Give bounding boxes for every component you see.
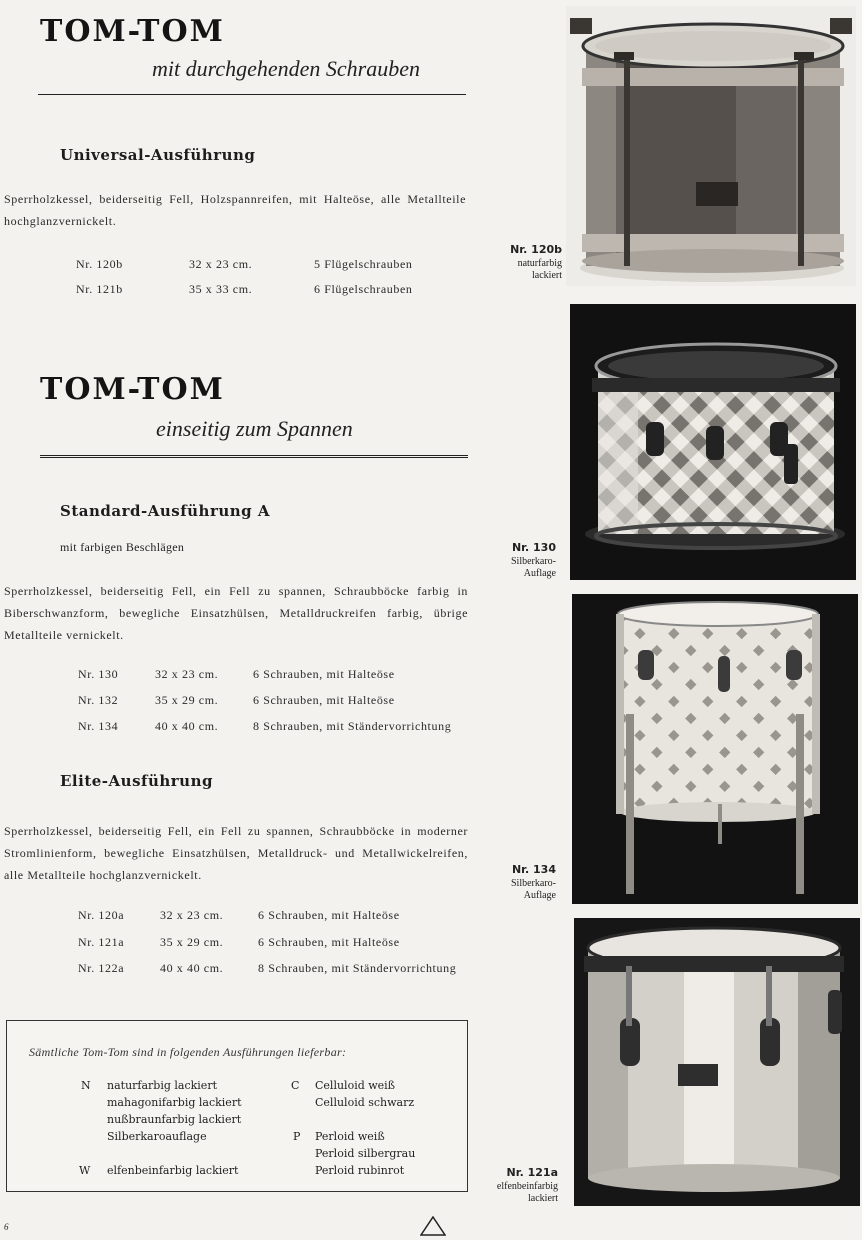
row-nr: Nr. 121b xyxy=(76,282,123,296)
row-nr: Nr. 120a xyxy=(78,908,125,922)
row-size: 35 x 29 cm. xyxy=(160,935,224,949)
finish-code: P xyxy=(293,1130,301,1143)
caption-line: Auflage xyxy=(523,890,556,901)
finishes-intro: Sämtliche Tom-Tom sind in folgenden Ausführungen lieferbar: xyxy=(29,1045,347,1059)
row-nr: Nr. 120b xyxy=(76,257,123,271)
row-size: 40 x 40 cm. xyxy=(155,719,219,733)
finish-item: Silberkaroauflage xyxy=(107,1130,207,1143)
row-nr: Nr. 122a xyxy=(78,961,125,975)
row-spec: 6 Schrauben, mit Halteöse xyxy=(253,693,395,707)
caption-134 xyxy=(488,864,556,902)
finish-item: Celluloid schwarz xyxy=(315,1096,415,1109)
finish-item: naturfarbig lackiert xyxy=(107,1079,217,1092)
page-number: 6 xyxy=(4,1222,9,1232)
finish-code: N xyxy=(81,1079,91,1092)
caption-line: Silberkaro- xyxy=(511,556,556,567)
row-spec: 6 Flügelschrauben xyxy=(314,282,413,296)
section2-subtitle: einseitig zum Spannen xyxy=(156,416,353,441)
caption-120b xyxy=(488,244,562,282)
row-size: 40 x 40 cm. xyxy=(160,961,224,975)
section2-title: TOM-TOM xyxy=(40,372,225,407)
finish-item: Perloid silbergrau xyxy=(315,1147,416,1160)
finishes-box xyxy=(6,1020,468,1192)
row-nr: Nr. 134 xyxy=(78,719,119,733)
row-spec: 6 Schrauben, mit Halteöse xyxy=(258,908,400,922)
caption-nr: Nr. 130 xyxy=(511,541,556,554)
section1-title: TOM-TOM xyxy=(40,14,225,49)
row-size: 32 x 23 cm. xyxy=(155,667,219,681)
row-spec: 8 Schrauben, mit Ständervorrichtung xyxy=(258,961,457,975)
drum-photo-120b xyxy=(566,6,856,286)
finish-item: Perloid weiß xyxy=(315,1130,385,1143)
row-size: 35 x 33 cm. xyxy=(189,282,253,296)
elite-heading: Elite-Ausführung xyxy=(60,772,213,790)
section2-rule xyxy=(40,455,468,459)
section1-subtitle: mit durchgehenden Schrauben xyxy=(152,56,421,81)
finish-item: Celluloid weiß xyxy=(315,1079,396,1092)
caption-nr: Nr. 134 xyxy=(511,863,556,876)
section1-rule xyxy=(38,94,466,95)
finish-code: C xyxy=(291,1079,300,1092)
row-spec: 8 Schrauben, mit Ständervorrichtung xyxy=(253,719,452,733)
section1-heading: Universal-Ausführung xyxy=(60,146,256,164)
row-nr: Nr. 130 xyxy=(78,667,119,681)
finish-list xyxy=(107,1077,242,1145)
caption-nr: Nr. 120b xyxy=(510,243,562,256)
finish-code: W xyxy=(79,1164,91,1177)
row-spec: 6 Schrauben, mit Halteöse xyxy=(258,935,400,949)
row-size: 32 x 23 cm. xyxy=(189,257,253,271)
caption-line: lackiert xyxy=(532,270,562,281)
logo-triangle-icon xyxy=(420,1216,446,1236)
finish-list xyxy=(315,1128,415,1179)
caption-nr: Nr. 121a xyxy=(506,1166,558,1179)
caption-line: Silberkaro- xyxy=(511,878,556,889)
caption-130 xyxy=(488,542,556,580)
row-size: 32 x 23 cm. xyxy=(160,908,224,922)
elite-description: Sperrholzkessel, beiderseitig Fell, ein Fell zu spannen, Schraubböcke in moderner Stromlinienform, bewegliche Einsatzhülsen, Metalldruck- und Metallwickelreifen, alle Metallteile hochglanzvernickelt. xyxy=(4,824,468,882)
caption-line: naturfarbig xyxy=(517,258,562,269)
section1-description: Sperrholzkessel, beiderseitig Fell, Holzspannreifen, mit Halteöse, alle Metallteile hochglanzvernickelt. xyxy=(4,192,466,228)
finish-item: nußbraunfarbig lackiert xyxy=(107,1113,242,1126)
finish-list xyxy=(315,1077,414,1111)
drum-photo-130 xyxy=(570,304,856,580)
standard-heading: Standard-Ausführung A xyxy=(60,502,271,520)
drum-photo-134 xyxy=(572,594,858,904)
row-size: 35 x 29 cm. xyxy=(155,693,219,707)
standard-description: Sperrholzkessel, beiderseitig Fell, ein Fell zu spannen, Schraubböcke farbig in Biberschwanzform, bewegliche Einsatzhülsen, Metalldruckreifen farbig, übrige Metallteile vernickelt. xyxy=(4,584,468,642)
caption-121a xyxy=(476,1167,558,1205)
standard-note: mit farbigen Beschlägen xyxy=(60,540,185,554)
caption-line: elfenbeinfarbig xyxy=(496,1181,558,1192)
caption-line: lackiert xyxy=(528,1193,558,1204)
row-spec: 5 Flügelschrauben xyxy=(314,257,413,271)
finish-item: elfenbeinfarbig lackiert xyxy=(107,1164,239,1177)
row-nr: Nr. 121a xyxy=(78,935,125,949)
finish-item: Perloid rubinrot xyxy=(315,1164,405,1177)
finish-item: mahagonifarbig lackiert xyxy=(107,1096,242,1109)
caption-line: Auflage xyxy=(523,568,556,579)
row-nr: Nr. 132 xyxy=(78,693,119,707)
drum-photo-121a xyxy=(574,918,860,1206)
row-spec: 6 Schrauben, mit Halteöse xyxy=(253,667,395,681)
